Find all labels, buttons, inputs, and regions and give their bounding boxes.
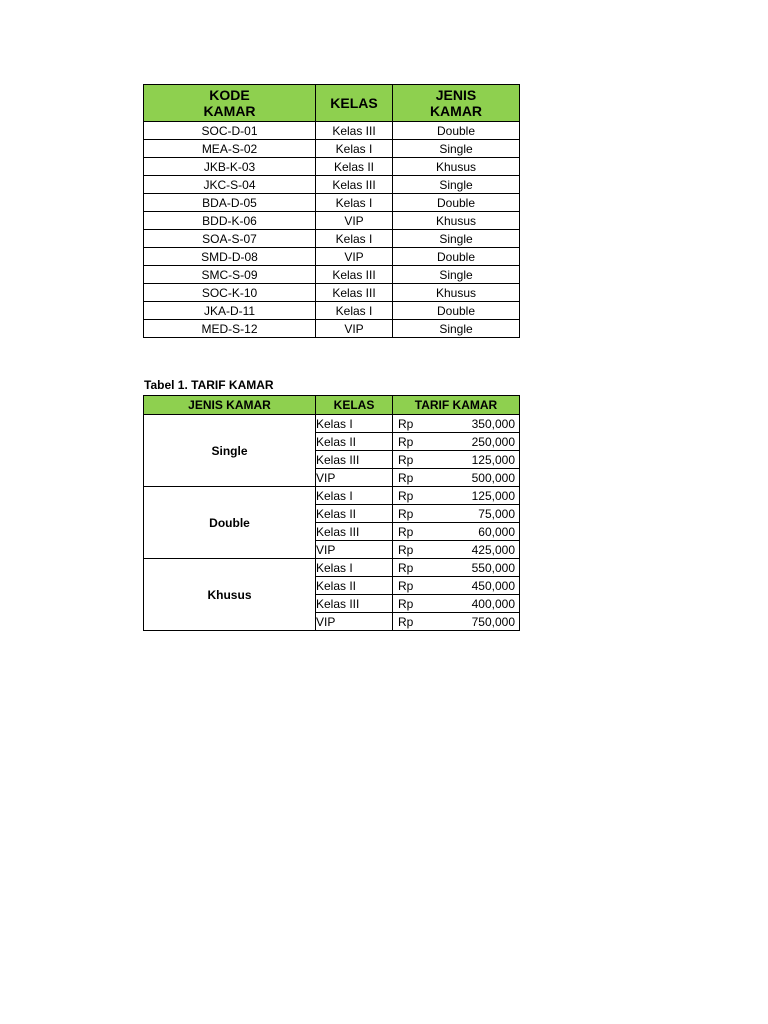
header-kelas: KELAS [316, 85, 393, 122]
currency-cell: Rp [393, 613, 443, 631]
currency-cell: Rp [393, 469, 443, 487]
table-row [144, 320, 520, 338]
currency-cell: Rp [393, 487, 443, 505]
table-row [144, 487, 520, 505]
table-row [144, 248, 520, 266]
jenis-cell: Double [393, 194, 520, 212]
amount-cell: 425,000 [443, 541, 520, 559]
kode-cell: MEA-S-02 [144, 140, 316, 158]
kode-cell: SMD-D-08 [144, 248, 316, 266]
kelas-cell: VIP [316, 212, 393, 230]
amount-cell: 125,000 [443, 487, 520, 505]
kelas-cell: Kelas III [316, 122, 393, 140]
jenis-cell: Khusus [393, 212, 520, 230]
currency-cell: Rp [393, 451, 443, 469]
kode-cell: JKA-D-11 [144, 302, 316, 320]
jenis-cell: Single [393, 176, 520, 194]
room-code-table [143, 84, 520, 338]
jenis-kamar-cell: Khusus [144, 559, 316, 631]
currency-cell: Rp [393, 595, 443, 613]
kelas-cell: VIP [316, 613, 393, 631]
currency-cell: Rp [393, 559, 443, 577]
jenis-cell: Single [393, 320, 520, 338]
jenis-kamar-cell: Double [144, 487, 316, 559]
jenis-cell: Double [393, 302, 520, 320]
amount-cell: 60,000 [443, 523, 520, 541]
kelas-cell: VIP [316, 248, 393, 266]
table-row [144, 559, 520, 577]
jenis-cell: Khusus [393, 158, 520, 176]
amount-cell: 550,000 [443, 559, 520, 577]
amount-cell: 75,000 [443, 505, 520, 523]
currency-cell: Rp [393, 505, 443, 523]
header-jenis-line2: KAMAR [429, 103, 483, 119]
kelas-cell: Kelas II [316, 577, 393, 595]
table-row [144, 122, 520, 140]
kelas-cell: Kelas I [316, 559, 393, 577]
table-row [144, 176, 520, 194]
tarif-table [143, 395, 520, 631]
kelas-cell: Kelas I [316, 140, 393, 158]
kelas-cell: Kelas I [316, 415, 393, 433]
kelas-cell: Kelas III [316, 266, 393, 284]
kode-cell: MED-S-12 [144, 320, 316, 338]
kelas-cell: Kelas III [316, 451, 393, 469]
table-row [144, 194, 520, 212]
tarif-table-header-row [144, 396, 520, 415]
kode-cell: SOA-S-07 [144, 230, 316, 248]
room-table-header-row [144, 85, 520, 122]
jenis-cell: Single [393, 266, 520, 284]
currency-cell: Rp [393, 541, 443, 559]
currency-cell: Rp [393, 415, 443, 433]
header-jenis-line1: JENIS [435, 86, 477, 103]
header-kode-kamar [144, 85, 316, 122]
header-tarif-kamar: TARIF KAMAR [393, 396, 520, 415]
table-row [144, 284, 520, 302]
table-row [144, 415, 520, 433]
kode-cell: SOC-D-01 [144, 122, 316, 140]
kelas-cell: VIP [316, 320, 393, 338]
kelas-cell: Kelas III [316, 284, 393, 302]
amount-cell: 500,000 [443, 469, 520, 487]
jenis-cell: Double [393, 122, 520, 140]
currency-cell: Rp [393, 523, 443, 541]
jenis-cell: Khusus [393, 284, 520, 302]
table-row [144, 302, 520, 320]
kelas-cell: Kelas I [316, 194, 393, 212]
tarif-table-caption: Tabel 1. TARIF KAMAR [144, 378, 274, 392]
header-kelas: KELAS [316, 396, 393, 415]
kode-cell: BDD-K-06 [144, 212, 316, 230]
kelas-cell: Kelas II [316, 433, 393, 451]
kelas-cell: VIP [316, 541, 393, 559]
kelas-cell: Kelas II [316, 158, 393, 176]
kode-cell: SMC-S-09 [144, 266, 316, 284]
jenis-kamar-cell: Single [144, 415, 316, 487]
header-jenis-kamar: JENIS KAMAR [144, 396, 316, 415]
header-kode-line1: KODE [209, 86, 250, 103]
jenis-cell: Double [393, 248, 520, 266]
currency-cell: Rp [393, 577, 443, 595]
jenis-cell: Single [393, 140, 520, 158]
table-row [144, 212, 520, 230]
kode-cell: JKB-K-03 [144, 158, 316, 176]
kode-cell: JKC-S-04 [144, 176, 316, 194]
kode-cell: SOC-K-10 [144, 284, 316, 302]
amount-cell: 750,000 [443, 613, 520, 631]
table-row [144, 140, 520, 158]
table-row [144, 266, 520, 284]
table-row [144, 158, 520, 176]
table-row [144, 230, 520, 248]
kelas-cell: Kelas I [316, 302, 393, 320]
amount-cell: 450,000 [443, 577, 520, 595]
kelas-cell: Kelas III [316, 595, 393, 613]
currency-cell: Rp [393, 433, 443, 451]
kelas-cell: Kelas III [316, 523, 393, 541]
kelas-cell: Kelas II [316, 505, 393, 523]
header-kode-line2: KAMAR [203, 103, 256, 119]
amount-cell: 350,000 [443, 415, 520, 433]
amount-cell: 400,000 [443, 595, 520, 613]
amount-cell: 250,000 [443, 433, 520, 451]
kode-cell: BDA-D-05 [144, 194, 316, 212]
amount-cell: 125,000 [443, 451, 520, 469]
kelas-cell: Kelas I [316, 487, 393, 505]
header-jenis-kamar [393, 85, 520, 122]
kelas-cell: Kelas III [316, 176, 393, 194]
jenis-cell: Single [393, 230, 520, 248]
kelas-cell: Kelas I [316, 230, 393, 248]
kelas-cell: VIP [316, 469, 393, 487]
